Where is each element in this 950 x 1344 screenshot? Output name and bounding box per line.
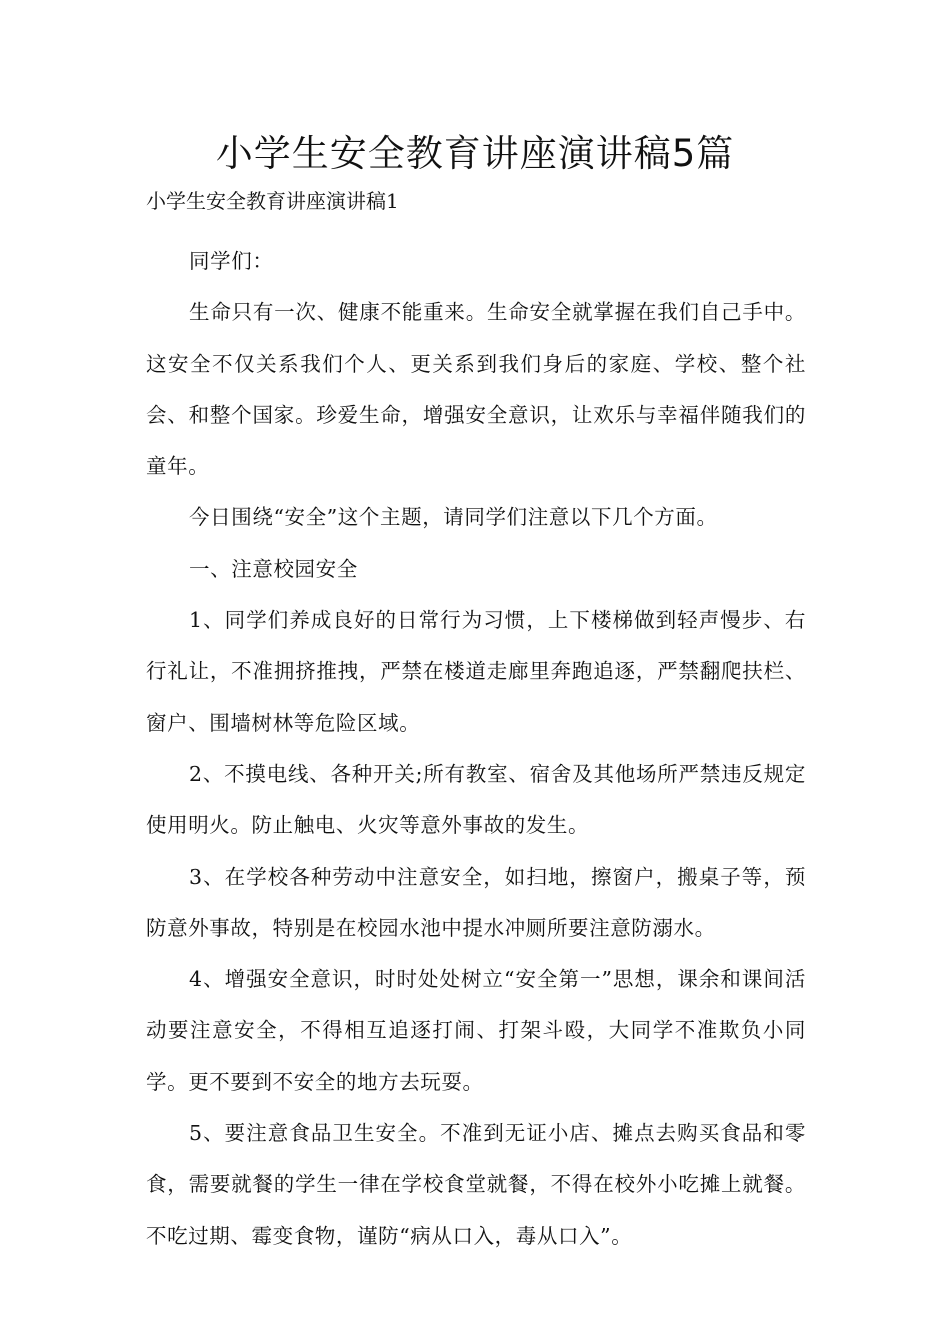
- document-title: 小学生安全教育讲座演讲稿5篇: [215, 132, 735, 175]
- paragraph: 今日围绕“安全”这个主题，请同学们注意以下几个方面。: [189, 505, 718, 530]
- list-item: 1、同学们养成良好的日常行为习惯，上下楼梯做到轻声慢步、右行礼让，不准拥挤推拽，严禁在楼道走廊里奔跑追逐，严禁翻爬扶栏、窗户、围墙树林等危险区域。: [146, 608, 806, 735]
- document-body: [146, 236, 806, 1262]
- paragraph: 生命只有一次、健康不能重来。生命安全就掌握在我们自己手中。这安全不仅关系我们个人、更关系到我们身后的家庭、学校、整个社会、和整个国家。珍爱生命，增强安全意识，让欢乐与幸福伴随我们的童年。: [146, 300, 806, 479]
- list-item: 2、不摸电线、各种开关;所有教室、宿舍及其他场所严禁违反规定使用明火。防止触电、火灾等意外事故的发生。: [146, 761, 806, 838]
- document-subtitle: 小学生安全教育讲座演讲稿1: [146, 189, 399, 213]
- list-item: 5、要注意食品卫生安全。不准到无证小店、摊点去购买食品和零食，需要就餐的学生一律在学校食堂就餐，不得在校外小吃摊上就餐。不吃过期、霉变食物，谨防“病从口入，毒从口入”。: [146, 1121, 806, 1248]
- list-item: 4、增强安全意识，时时处处树立“安全第一”思想，课余和课间活动要注意安全，不得相互追逐打闹、打架斗殴，大同学不准欺负小同学。更不要到不安全的地方去玩耍。: [146, 967, 806, 1094]
- salutation: 同学们：: [189, 249, 274, 273]
- section-heading: 一、注意校园安全: [189, 556, 358, 581]
- list-item: 3、在学校各种劳动中注意安全，如扫地，擦窗户，搬桌子等，预防意外事故，特别是在校园水池中提水冲厕所要注意防溺水。: [146, 864, 806, 940]
